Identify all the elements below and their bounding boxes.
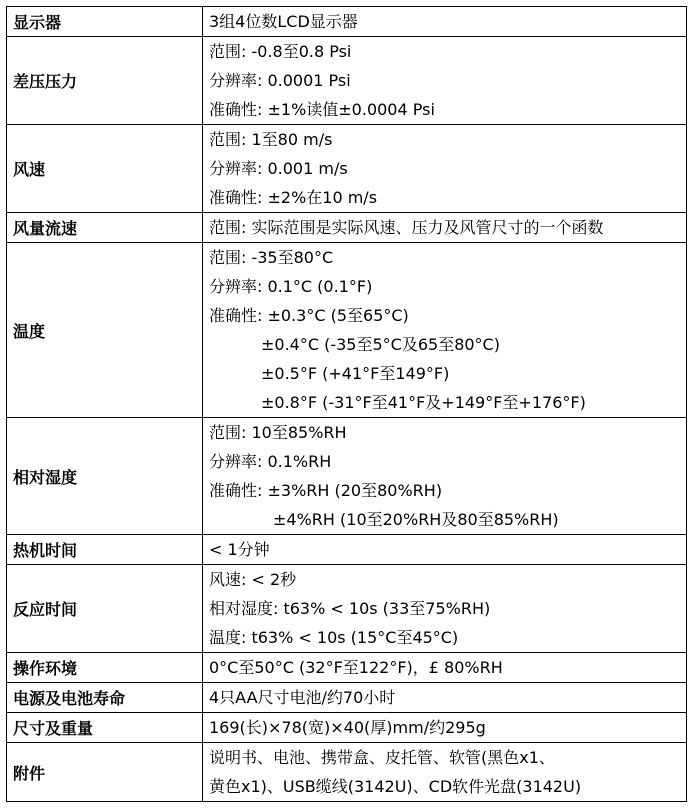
value-line: ±0.4°C (-35至5°C及65至80°C) (261, 335, 500, 354)
table-row (7, 243, 687, 418)
table-row (7, 7, 687, 37)
value-line: 风速: < 2秒 (209, 570, 297, 589)
row-value-humidity (203, 418, 687, 535)
row-label-display: 显示器 (7, 7, 203, 37)
value-line: 分辨率: 0.001 m/s (209, 159, 348, 178)
table-row (7, 713, 687, 743)
value-line: 准确性: ±1%读值±0.0004 Psi (209, 100, 435, 119)
table-row (7, 418, 687, 535)
row-value-temperature (203, 243, 687, 418)
value-line: ±4%RH (10至20%RH及80至85%RH) (273, 510, 559, 529)
value-line: 3组4位数LCD显示器 (209, 12, 358, 31)
value-line: 4只AA尺寸电池/约70小时 (209, 688, 396, 707)
value-line: ±0.8°F (-31°F至41°F及+149°F至+176°F) (261, 393, 586, 412)
row-label-diff-pressure: 差压压力 (7, 37, 203, 125)
value-line: 黄色x1)、USB缆线(3142U)、CD软件光盘(3142U) (209, 777, 582, 796)
value-line: 范围: -35至80°C (209, 248, 334, 267)
value-line: 169(长)×78(宽)×40(厚)mm/约295g (209, 718, 486, 737)
value-line: 分辨率: 0.1%RH (209, 452, 332, 471)
value-line: 范围: 实际范围是实际风速、压力及风管尺寸的一个函数 (209, 218, 604, 237)
value-line: 相对湿度: t63% < 10s (33至75%RH) (209, 599, 491, 618)
table-row (7, 683, 687, 713)
row-label-dimensions: 尺寸及重量 (7, 713, 203, 743)
row-value-accessories (203, 743, 687, 802)
row-label-power: 电源及电池寿命 (7, 683, 203, 713)
value-line: < 1分钟 (209, 540, 270, 559)
value-line: 准确性: ±3%RH (20至80%RH) (209, 481, 443, 500)
table-row (7, 565, 687, 653)
value-line: 说明书、电池、携带盒、皮托管、软管(黑色x1、 (209, 748, 555, 767)
row-label-air-flow: 风量流速 (7, 213, 203, 243)
spec-table (6, 6, 687, 802)
value-line: 0°C至50°C (32°F至122°F)，£ 80%RH (209, 658, 503, 677)
row-value-display (203, 7, 687, 37)
row-value-diff-pressure (203, 37, 687, 125)
table-row (7, 213, 687, 243)
table-row (7, 535, 687, 565)
table-row (7, 125, 687, 213)
value-line: 分辨率: 0.1°C (0.1°F) (209, 277, 373, 296)
value-line: 范围: -0.8至0.8 Psi (209, 42, 352, 61)
value-line: 分辨率: 0.0001 Psi (209, 71, 351, 90)
table-row (7, 743, 687, 802)
value-line: 范围: 1至80 m/s (209, 130, 333, 149)
table-row (7, 37, 687, 125)
value-line: 范围: 10至85%RH (209, 423, 347, 442)
value-line: 准确性: ±2%在10 m/s (209, 188, 378, 207)
row-label-humidity: 相对湿度 (7, 418, 203, 535)
row-value-response-time (203, 565, 687, 653)
value-line: ±0.5°F (+41°F至149°F) (261, 364, 450, 383)
row-value-warmup (203, 535, 687, 565)
row-label-accessories: 附件 (7, 743, 203, 802)
row-value-air-velocity (203, 125, 687, 213)
row-label-temperature: 温度 (7, 243, 203, 418)
value-line: 温度: t63% < 10s (15°C至45°C) (209, 628, 459, 647)
row-value-air-flow (203, 213, 687, 243)
row-value-environment (203, 653, 687, 683)
value-line: 准确性: ±0.3°C (5至65°C) (209, 306, 409, 325)
row-label-response-time: 反应时间 (7, 565, 203, 653)
row-label-air-velocity: 风速 (7, 125, 203, 213)
row-value-power (203, 683, 687, 713)
row-label-environment: 操作环境 (7, 653, 203, 683)
table-row (7, 653, 687, 683)
row-label-warmup: 热机时间 (7, 535, 203, 565)
row-value-dimensions (203, 713, 687, 743)
